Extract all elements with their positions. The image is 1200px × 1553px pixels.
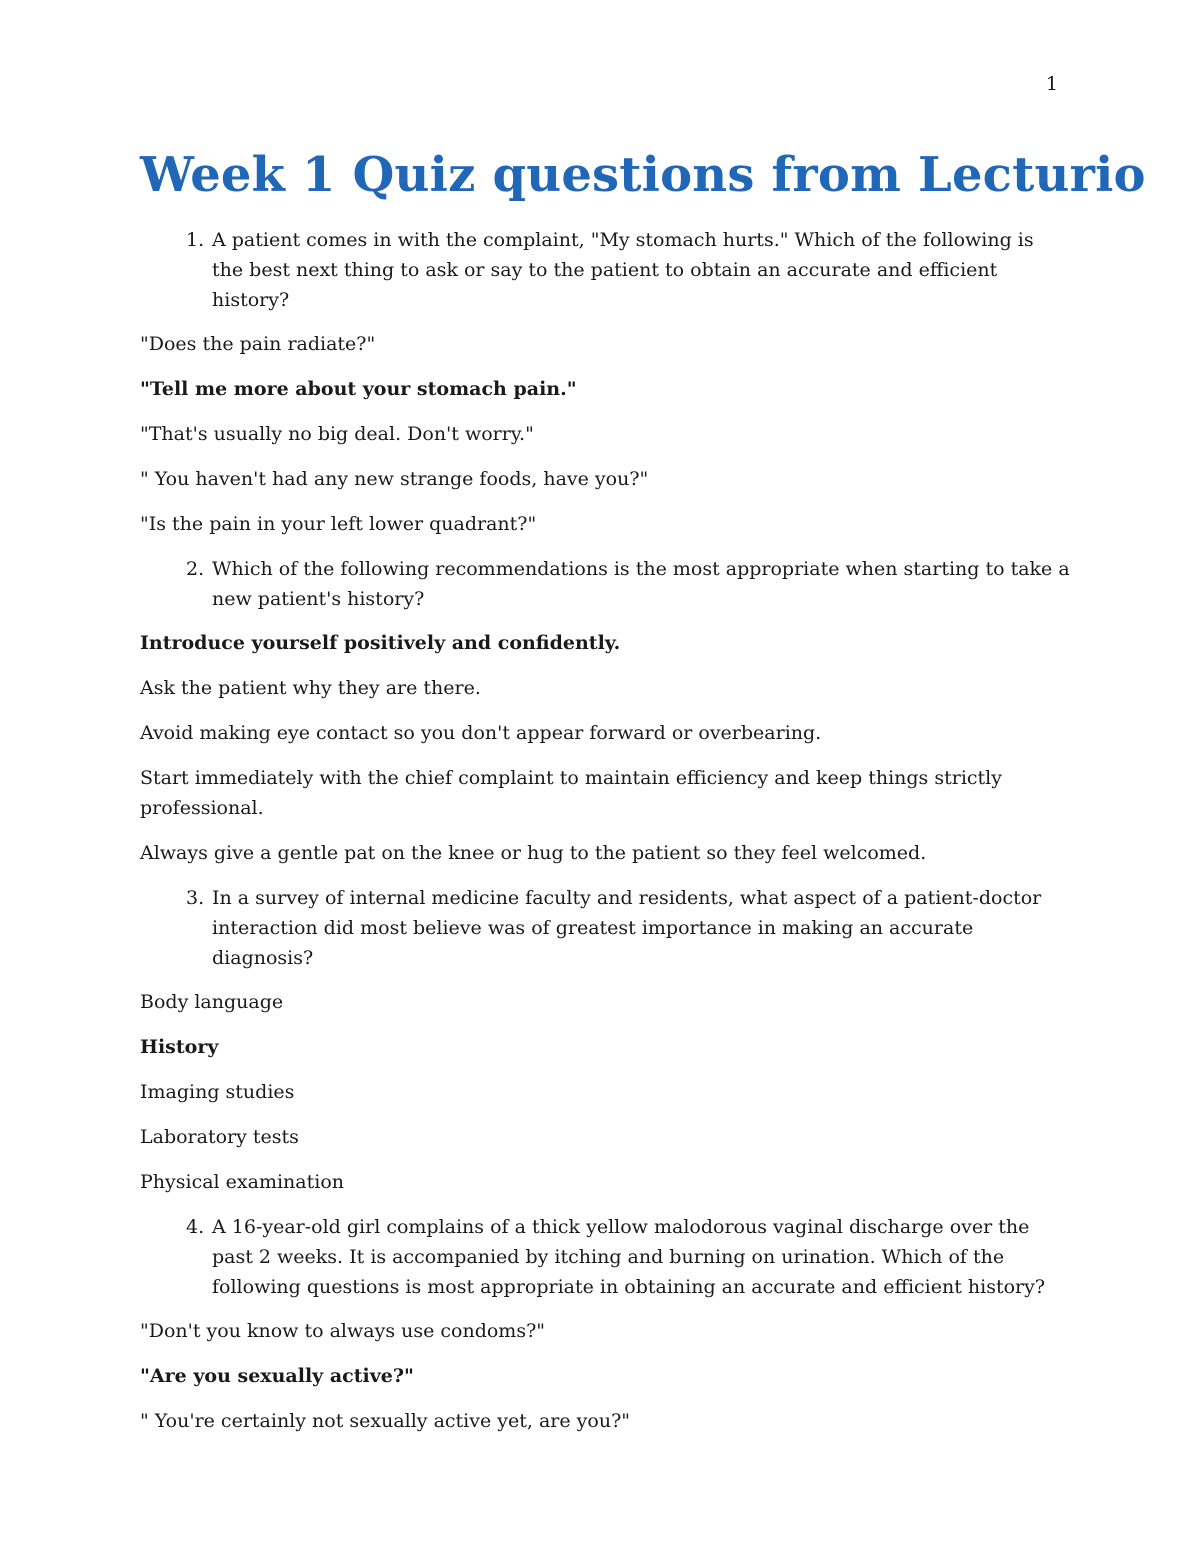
document-body [140,225,1070,1451]
answer-option-correct: Introduce yourself positively and confidently. [140,632,621,654]
answer-option: Ask the patient why they are there. [140,677,481,699]
answer-option: Avoid making eye contact so you don't appear forward or overbearing. [140,722,822,744]
answer-option: " You're certainly not sexually active yet, are you?" [140,1410,631,1432]
answer-option-correct: "Are you sexually active?" [140,1365,414,1387]
answer-option-correct: "Tell me more about your stomach pain." [140,378,577,400]
answer-option: Laboratory tests [140,1126,299,1148]
question-3 [140,883,1070,973]
document-title: Week 1 Quiz questions from Lecturio [140,147,1146,203]
question-number: 2. [186,558,205,580]
answer-option: "That's usually no big deal. Don't worry." [140,423,534,445]
question-2 [140,554,1070,614]
question-text: A patient comes in with the complaint, "My stomach hurts." Which of the following is the best next thing to ask or say to the patient to obtain an accurate and efficient history? [212,229,1034,311]
question-number: 4. [186,1216,205,1238]
answer-option: Physical examination [140,1171,344,1193]
answer-option: "Is the pain in your left lower quadrant?" [140,513,537,535]
question-text: In a survey of internal medicine faculty and residents, what aspect of a patient-doctor interaction did most believe was of greatest importance in making an accurate diagnosis? [212,887,1042,969]
question-4 [140,1212,1070,1302]
answer-option: Always give a gentle pat on the knee or hug to the patient so they feel welcomed. [140,842,927,864]
answer-option: "Don't you know to always use condoms?" [140,1320,546,1342]
question-number: 1. [186,229,205,251]
answer-option-correct: History [140,1036,219,1058]
question-1 [140,225,1070,315]
question-text: Which of the following recommendations is the most appropriate when starting to take a new patient's history? [212,558,1070,610]
answer-option: "Does the pain radiate?" [140,333,376,355]
answer-option: Body language [140,991,284,1013]
answer-option: Start immediately with the chief complaint to maintain efficiency and keep things strictly professional. [140,767,1002,819]
answer-option: Imaging studies [140,1081,295,1103]
question-text: A 16-year-old girl complains of a thick yellow malodorous vaginal discharge over the past 2 weeks. It is accompanied by itching and burning on urination. Which of the following questions is most appropriate in obtaining an accurate and efficient history? [212,1216,1046,1298]
page-number: 1 [1045,73,1058,95]
question-number: 3. [186,887,205,909]
answer-option: " You haven't had any new strange foods, have you?" [140,468,649,490]
